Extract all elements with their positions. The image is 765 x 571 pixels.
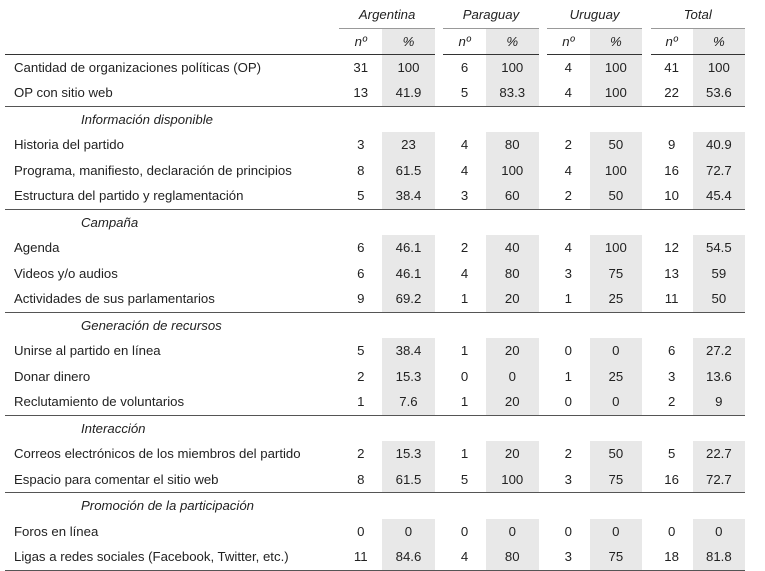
percent-cell: 45.4 xyxy=(693,183,745,209)
percent-cell: 27.2 xyxy=(693,338,745,364)
row-label: Agenda xyxy=(14,240,60,256)
count-cell: 2 xyxy=(667,394,676,410)
row-label: Foros en línea xyxy=(14,523,99,539)
row-label: Actividades de sus parlamentarios xyxy=(14,291,215,307)
header-row xyxy=(5,2,745,28)
percent-cell: 23 xyxy=(382,132,435,158)
count-cell: 5 xyxy=(357,343,365,359)
percent-cell: 50 xyxy=(590,183,643,209)
section-header-row xyxy=(5,209,745,235)
n-header: nº xyxy=(547,28,590,54)
country-header-argentina: Argentina xyxy=(339,2,434,28)
percent-cell: 0 xyxy=(382,519,435,545)
percent-cell: 100 xyxy=(590,80,643,106)
count-cell: 1 xyxy=(564,368,573,384)
percent-cell: 100 xyxy=(693,54,745,80)
count-cell: 1 xyxy=(460,291,469,307)
percent-cell: 20 xyxy=(486,286,539,312)
section-header-row xyxy=(5,415,745,441)
percent-cell: 7.6 xyxy=(382,389,435,415)
section-header-row xyxy=(5,493,745,519)
section-title: Promoción de la participación xyxy=(5,493,339,519)
section-title: Interacción xyxy=(5,415,339,441)
count-cell: 2 xyxy=(564,137,573,153)
count-cell: 4 xyxy=(443,544,486,570)
count-cell: 2 xyxy=(357,446,365,462)
count-cell: 1 xyxy=(357,394,365,410)
count-cell: 18 xyxy=(651,544,693,570)
percent-cell: 15.3 xyxy=(382,364,435,390)
count-cell: 5 xyxy=(460,471,469,487)
count-cell: 8 xyxy=(357,471,365,487)
count-cell: 0 xyxy=(564,523,573,539)
count-cell: 12 xyxy=(664,240,679,256)
percent-cell: 41.9 xyxy=(382,80,435,106)
percent-cell: 0 xyxy=(590,389,643,415)
percent-cell: 46.1 xyxy=(382,235,435,261)
percent-cell: 50 xyxy=(590,132,643,158)
count-cell: 0 xyxy=(564,394,573,410)
percent-cell: 40.9 xyxy=(693,132,745,158)
country-header-uruguay: Uruguay xyxy=(547,2,642,28)
percent-cell: 80 xyxy=(486,261,539,287)
table-row xyxy=(5,544,745,570)
percent-cell: 100 xyxy=(590,54,643,80)
row-label: Correos electrónicos de los miembros del partido xyxy=(14,446,301,462)
table-row xyxy=(5,261,745,287)
table-row xyxy=(5,54,745,80)
count-cell: 13 xyxy=(353,85,369,101)
count-cell: 9 xyxy=(667,137,676,153)
percent-cell: 75 xyxy=(590,544,643,570)
section-title: Campaña xyxy=(5,209,339,235)
percent-cell: 50 xyxy=(693,286,745,312)
percent-cell: 60 xyxy=(486,183,539,209)
count-cell: 3 xyxy=(547,544,590,570)
percent-cell: 46.1 xyxy=(382,261,435,287)
count-cell: 3 xyxy=(564,265,573,281)
percent-cell: 100 xyxy=(590,158,643,184)
percent-cell: 83.3 xyxy=(486,80,539,106)
percent-cell: 0 xyxy=(486,519,539,545)
table-row xyxy=(5,235,745,261)
count-cell: 0 xyxy=(357,523,365,539)
count-cell: 9 xyxy=(357,291,365,307)
percent-cell: 81.8 xyxy=(693,544,745,570)
percent-cell: 0 xyxy=(693,519,745,545)
percent-cell: 20 xyxy=(486,338,539,364)
percent-cell: 100 xyxy=(590,235,643,261)
percent-cell: 0 xyxy=(590,338,643,364)
count-cell: 0 xyxy=(460,523,469,539)
count-cell: 6 xyxy=(667,343,676,359)
row-label: Ligas a redes sociales (Facebook, Twitter, etc.) xyxy=(5,544,339,570)
count-cell: 16 xyxy=(664,471,679,487)
percent-cell: 15.3 xyxy=(382,441,435,467)
row-label: Programa, manifiesto, declaración de principios xyxy=(14,162,292,178)
count-cell: 6 xyxy=(357,240,365,256)
percent-cell: 38.4 xyxy=(382,338,435,364)
count-cell: 4 xyxy=(564,162,573,178)
section-title: Información disponible xyxy=(5,106,339,132)
n-header: nº xyxy=(443,28,486,54)
percent-cell: 40 xyxy=(486,235,539,261)
row-label: Unirse al partido en línea xyxy=(14,343,161,359)
row-label: Historia del partido xyxy=(14,137,124,153)
count-cell: 13 xyxy=(664,265,679,281)
political-organizations-table xyxy=(5,2,745,571)
count-cell: 2 xyxy=(564,188,573,204)
row-label: Estructura del partido y reglamentación xyxy=(14,188,244,204)
table-row xyxy=(5,80,745,106)
percent-cell: 0 xyxy=(590,519,643,545)
count-cell: 4 xyxy=(460,162,469,178)
n-header: nº xyxy=(651,28,693,54)
section-title: Generación de recursos xyxy=(5,312,339,338)
count-cell: 8 xyxy=(357,162,365,178)
count-cell: 2 xyxy=(357,368,365,384)
percent-cell: 69.2 xyxy=(382,286,435,312)
row-label: OP con sitio web xyxy=(14,85,113,101)
percent-cell: 13.6 xyxy=(693,364,745,390)
percent-cell: 38.4 xyxy=(382,183,435,209)
table-row xyxy=(5,389,745,415)
subheader-row xyxy=(5,28,745,54)
row-label: Donar dinero xyxy=(14,368,91,384)
percent-cell: 9 xyxy=(693,389,745,415)
count-cell: 5 xyxy=(667,446,676,462)
count-cell: 6 xyxy=(460,59,469,75)
pct-header: % xyxy=(590,28,643,54)
table-row xyxy=(5,132,745,158)
percent-cell: 80 xyxy=(486,132,539,158)
count-cell: 6 xyxy=(357,265,365,281)
count-cell: 4 xyxy=(460,265,469,281)
country-header-paraguay: Paraguay xyxy=(443,2,538,28)
count-cell: 4 xyxy=(564,59,573,75)
percent-cell: 61.5 xyxy=(382,158,435,184)
table-row xyxy=(5,158,745,184)
percent-cell: 80 xyxy=(486,544,539,570)
row-label: Cantidad de organizaciones políticas (OP) xyxy=(14,59,262,75)
count-cell: 3 xyxy=(460,188,469,204)
table-row xyxy=(5,519,745,545)
count-cell: 1 xyxy=(564,291,573,307)
country-header-total: Total xyxy=(651,2,745,28)
percent-cell: 100 xyxy=(486,467,539,493)
pct-header: % xyxy=(382,28,435,54)
percent-cell: 72.7 xyxy=(693,467,745,493)
percent-cell: 75 xyxy=(590,261,643,287)
n-header: nº xyxy=(339,28,382,54)
count-cell: 0 xyxy=(667,523,676,539)
count-cell: 11 xyxy=(339,544,382,570)
percent-cell: 20 xyxy=(486,441,539,467)
count-cell: 5 xyxy=(357,188,365,204)
count-cell: 0 xyxy=(460,368,469,384)
percent-cell: 54.5 xyxy=(693,235,745,261)
percent-cell: 61.5 xyxy=(382,467,435,493)
count-cell: 11 xyxy=(664,291,679,307)
count-cell: 5 xyxy=(460,85,469,101)
percent-cell: 100 xyxy=(382,54,435,80)
percent-cell: 72.7 xyxy=(693,158,745,184)
pct-header: % xyxy=(486,28,539,54)
count-cell: 1 xyxy=(460,343,469,359)
count-cell: 3 xyxy=(564,471,573,487)
table-row xyxy=(5,338,745,364)
count-cell: 4 xyxy=(564,85,573,101)
count-cell: 22 xyxy=(664,85,679,101)
count-cell: 2 xyxy=(460,240,469,256)
percent-cell: 75 xyxy=(590,467,643,493)
count-cell: 1 xyxy=(460,394,469,410)
count-cell: 31 xyxy=(353,59,369,75)
row-label: Videos y/o audios xyxy=(14,265,118,281)
percent-cell: 100 xyxy=(486,54,539,80)
row-label: Reclutamiento de voluntarios xyxy=(14,394,185,410)
section-header-row xyxy=(5,106,745,132)
count-cell: 3 xyxy=(357,137,365,153)
percent-cell: 25 xyxy=(590,364,643,390)
percent-cell: 53.6 xyxy=(693,80,745,106)
table-row xyxy=(5,467,745,493)
count-cell: 4 xyxy=(460,137,469,153)
count-cell: 0 xyxy=(564,343,573,359)
percent-cell: 84.6 xyxy=(382,544,435,570)
count-cell: 2 xyxy=(564,446,573,462)
section-header-row xyxy=(5,312,745,338)
percent-cell: 50 xyxy=(590,441,643,467)
percent-cell: 25 xyxy=(590,286,643,312)
percent-cell: 100 xyxy=(486,158,539,184)
count-cell: 4 xyxy=(564,240,573,256)
count-cell: 41 xyxy=(664,59,679,75)
percent-cell: 59 xyxy=(693,261,745,287)
row-label: Espacio para comentar el sitio web xyxy=(14,471,219,487)
table-row xyxy=(5,441,745,467)
percent-cell: 20 xyxy=(486,389,539,415)
pct-header: % xyxy=(693,28,745,54)
table-row xyxy=(5,183,745,209)
count-cell: 16 xyxy=(664,162,679,178)
table-row xyxy=(5,286,745,312)
percent-cell: 22.7 xyxy=(693,441,745,467)
table-row xyxy=(5,364,745,390)
count-cell: 10 xyxy=(664,188,679,204)
count-cell: 1 xyxy=(460,446,469,462)
percent-cell: 0 xyxy=(486,364,539,390)
count-cell: 3 xyxy=(667,368,676,384)
